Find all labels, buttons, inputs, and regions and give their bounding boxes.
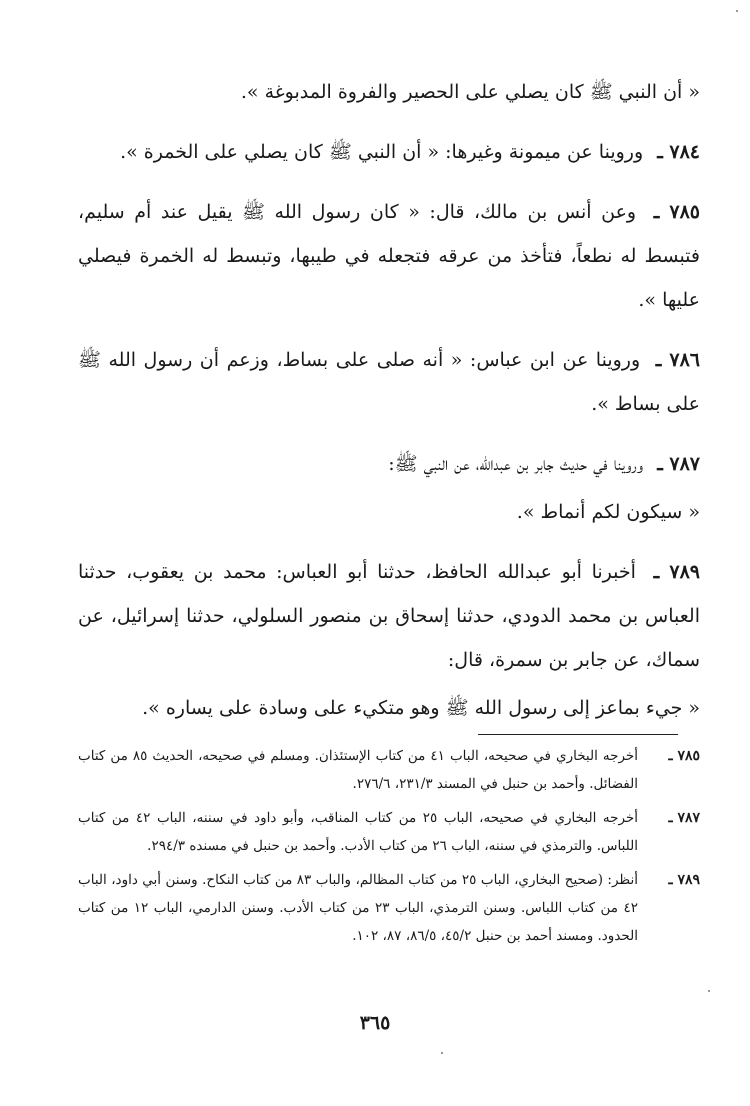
scan-speck <box>736 10 738 12</box>
hadith-787-quote <box>78 490 700 534</box>
paragraph-text: « جيء بماعز إلى رسول الله ﷺ وهو متكيء على وسادة على يساره ». <box>142 697 700 719</box>
footnote-785 <box>78 742 700 798</box>
paragraph-text: وروينا عن ابن عباس: « أنه صلى على بساط، وزعم أن رسول الله ﷺ على بساط ». <box>78 349 700 415</box>
hadith-785 <box>78 190 700 322</box>
footnote-789 <box>78 866 700 950</box>
footnote-787 <box>78 804 700 860</box>
footnote-number: ٧٨٧ ـ <box>668 810 700 826</box>
page-number: ٣٦٥ <box>359 1012 391 1034</box>
paragraph-text: وروينا عن ميمونة وغيرها: « أن النبي ﷺ كان يصلي على الخمرة ». <box>120 141 644 163</box>
paragraph-text: « سيكون لكم أنماط ». <box>516 501 700 523</box>
footnote-number: ٧٨٩ ـ <box>668 872 700 888</box>
hadith-787 <box>78 442 700 486</box>
hadith-number: ٧٨٧ ـ <box>657 453 700 475</box>
footnote-text: أخرجه البخاري في صحيحه، الباب ٤١ من كتاب الإستئذان. ومسلم في صحيحه، الحديث ٨٥ من كتاب الفضائل. وأحمد بن حنبل في المسند ٢٣١/٣، ٢٧٦/٦. <box>78 748 638 792</box>
footnote-divider <box>478 734 678 735</box>
main-text <box>78 70 700 746</box>
hadith-number: ٧٨٤ ـ <box>657 141 700 163</box>
hadith-789-quote <box>78 686 700 730</box>
footnote-text: أخرجه البخاري في صحيحه، الباب ٢٥ من كتاب المناقب، وأبو داود في سننه، الباب ٤٢ من كتاب اللباس. والترمذي في سننه، الباب ٢٦ من كتاب الأدب. وأحمد بن حنبل في مسنده ٢٩٤/٣. <box>78 810 638 854</box>
paragraph-text: وروينا في حديث جابر بن عبدالله، عن النبي ﷺ: <box>388 453 644 475</box>
scan-speck <box>441 1052 443 1054</box>
hadith-number: ٧٨٥ ـ <box>653 201 701 223</box>
paragraph-text: « أن النبي ﷺ كان يصلي على الحصير والفروة المدبوغة ». <box>240 81 700 103</box>
hadith-784 <box>78 130 700 174</box>
paragraph-text: أخبرنا أبو عبدالله الحافظ، حدثنا أبو العباس: محمد بن يعقوب، حدثنا العباس بن محمد الدودي، حدثنا إسحاق بن منصور السلولي، حدثنا إسرائيل، عن سماك، عن جابر بن سمرة، قال: <box>78 561 700 671</box>
hadith-789 <box>78 550 700 682</box>
paragraph-continuation <box>78 70 700 114</box>
footnote-text: أنظر: (صحيح البخاري، الباب ٢٥ من كتاب المظالم، والباب ٨٣ من كتاب النكاح. وسنن أبي داود، الباب ٤٢ من كتاب اللباس. وسنن الترمذي، الباب ٢٣ من كتاب الأدب. وسنن الدارمي، الباب ١٢ من كتاب الحدود. ومسند أحمد بن حنبل ٤٥/٢، ٨٦/٥، ٨٧، ١٠٢. <box>78 872 639 944</box>
hadith-number: ٧٨٩ ـ <box>653 561 701 583</box>
paragraph-text: وعن أنس بن مالك، قال: « كان رسول الله ﷺ يقيل عند أم سليم، فتبسط له نطعاً، فتأخذ من عرقه فتجعله في طيبها، وتبسط له الخمرة فيصلي عليها ». <box>78 201 700 311</box>
scan-speck <box>708 990 710 992</box>
footnote-number: ٧٨٥ ـ <box>668 748 700 764</box>
hadith-786 <box>78 338 700 426</box>
footnotes <box>78 742 700 956</box>
hadith-number: ٧٨٦ ـ <box>655 349 701 371</box>
